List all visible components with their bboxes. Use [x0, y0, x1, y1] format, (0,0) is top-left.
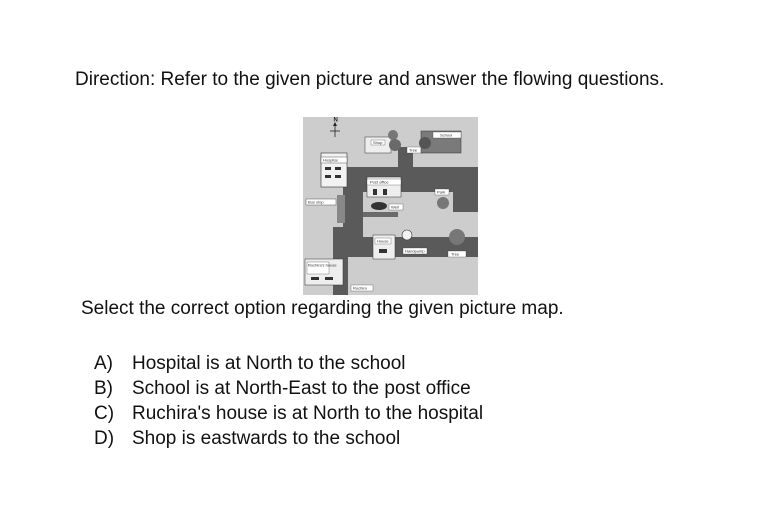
- north-label: N: [333, 117, 338, 124]
- question-text: Select the correct option regarding the given picture map.: [81, 298, 564, 319]
- hospital-building: [321, 153, 347, 187]
- ruchira-figure: [351, 285, 373, 291]
- option-a[interactable]: [94, 351, 483, 376]
- tree-top-label: Tree: [409, 147, 418, 153]
- park-label: Park: [437, 189, 446, 195]
- house-label: House: [377, 238, 389, 244]
- hospital-label: Hospital: [323, 157, 338, 163]
- option-text: Ruchira's house is at North to the hospital: [132, 403, 484, 424]
- option-letter: D): [94, 428, 115, 449]
- shop-label: Shop: [373, 140, 383, 145]
- ruchiras-house-building: [305, 259, 343, 285]
- handpump-label: Handpump: [405, 248, 425, 254]
- option-b[interactable]: [94, 376, 483, 401]
- bus-stop-label: Bus stop: [308, 199, 324, 205]
- option-text: Shop is eastwards to the school: [132, 428, 401, 449]
- ruchiras-house-label: Ruchira's house: [308, 262, 337, 268]
- option-text: Hospital is at North to the school: [132, 353, 406, 374]
- post-office-label: Post office: [370, 179, 389, 185]
- school-label: School: [440, 132, 453, 138]
- house-building: [373, 235, 395, 259]
- ruchira-label: Ruchira: [353, 285, 367, 291]
- option-d[interactable]: [94, 426, 483, 451]
- tree-right-label: Tree: [451, 251, 460, 257]
- post-office-building: [367, 177, 401, 197]
- option-text: School is at North-East to the post office: [132, 378, 471, 399]
- well-label: Well: [391, 204, 399, 210]
- option-letter: B): [94, 378, 113, 399]
- option-letter: C): [94, 403, 115, 424]
- school-building: [419, 131, 461, 153]
- option-c[interactable]: [94, 401, 483, 426]
- direction-text: Direction: Refer to the given picture and answer the flowing questions.: [75, 69, 665, 90]
- option-letter: A): [94, 353, 113, 374]
- picture-map: [303, 117, 478, 295]
- answer-options: [94, 351, 483, 451]
- picture-map-drawing: [303, 117, 478, 295]
